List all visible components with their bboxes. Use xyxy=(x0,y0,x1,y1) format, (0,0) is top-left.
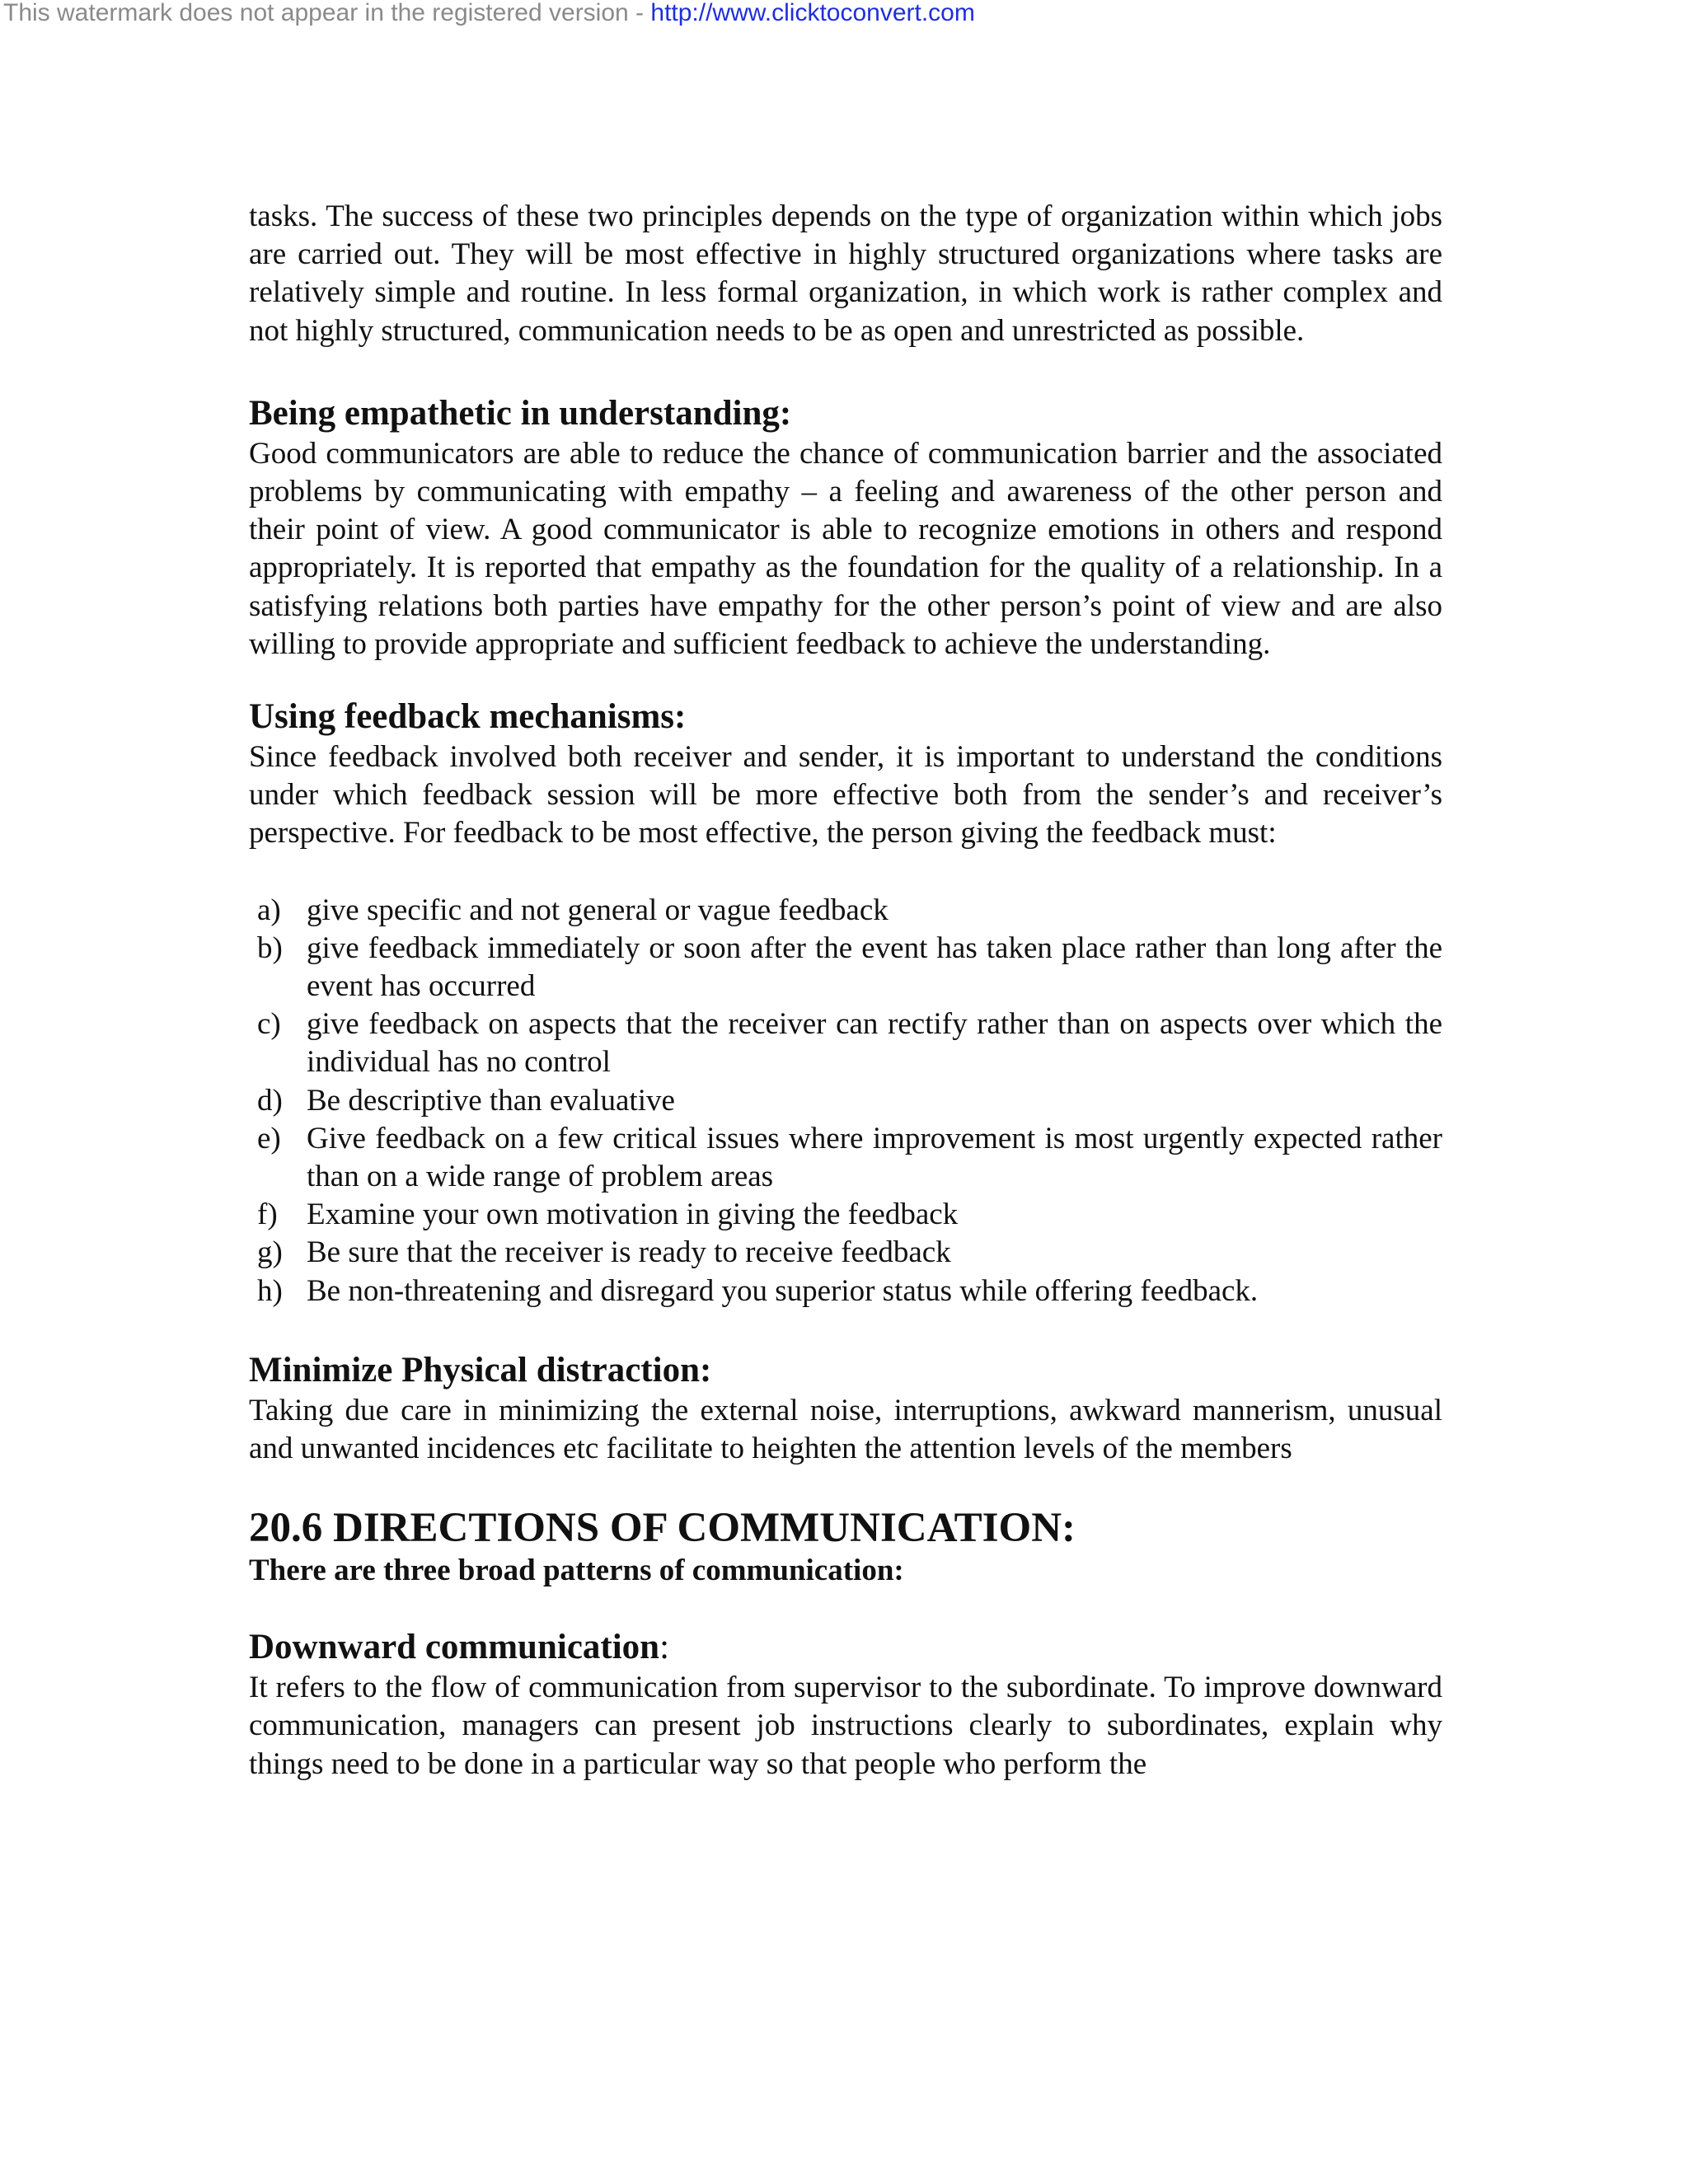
feedback-heading: Using feedback mechanisms: xyxy=(249,697,687,737)
section-subheading: There are three broad patterns of communication: xyxy=(249,1554,904,1588)
list-marker: b) xyxy=(257,930,283,965)
list-item-text: Give feedback on a few critical issues where improvement is most urgently expected rather than on a wide range of problem areas xyxy=(307,1121,1442,1194)
list-item xyxy=(249,1234,1442,1272)
distraction-paragraph: Taking due care in minimizing the external noise, interruptions, awkward mannerism, unusual and unwanted incidences etc facilitate to heighten the attention levels of the members xyxy=(249,1393,1442,1466)
downward-heading-text: Downward communication xyxy=(249,1628,660,1667)
list-item xyxy=(249,930,1442,1005)
list-item xyxy=(249,1082,1442,1120)
list-item-text: give feedback immediately or soon after the event has taken place rather than long after the event has occurred xyxy=(307,930,1442,1004)
list-item-text: Be non-threatening and disregard you superior status while offering feedback. xyxy=(307,1273,1259,1308)
watermark-link[interactable]: http://www.clicktoconvert.com xyxy=(650,0,975,26)
section-heading: 20.6 DIRECTIONS OF COMMUNICATION: xyxy=(249,1505,1076,1552)
watermark-text: This watermark does not appear in the registered version - xyxy=(3,0,651,26)
empathy-paragraph: Good communicators are able to reduce the chance of communication barrier and the associated problems by communicating with empathy – a feeling and awareness of the other person and their point of view. A good communicator is able to recognize emotions in others and respond appropriately. It is reported that empathy as the foundation for the quality of a relationship. In a satisfying relations both parties have empathy for the other person’s point of view and are also willing to provide appropriate and sufficient feedback to achieve the understanding. xyxy=(249,436,1442,661)
list-item-text: give feedback on aspects that the receiver can rectify rather than on aspects over which the individual has no control xyxy=(307,1007,1442,1080)
list-marker: h) xyxy=(257,1273,283,1308)
downward-heading-colon: : xyxy=(659,1628,670,1667)
page-content xyxy=(249,198,1442,1783)
downward-paragraph: It refers to the flow of communication from supervisor to the subordinate. To improve downward communication, managers can present job instructions clearly to subordinates, explain why things need to be done in a particular way so that people who perform the xyxy=(249,1671,1442,1781)
feedback-paragraph: Since feedback involved both receiver and sender, it is important to understand the conditions under which feedback session will be more effective both from the sender’s and receiver’s perspective. For feedback to be most effective, the person giving the feedback must: xyxy=(249,740,1442,851)
list-item xyxy=(249,1196,1442,1234)
empathy-heading: Being empathetic in understanding: xyxy=(249,393,792,433)
downward-heading xyxy=(249,1626,1442,1669)
list-item-text: Be sure that the receiver is ready to receive feedback xyxy=(307,1235,951,1270)
list-item-text: Be descriptive than evaluative xyxy=(307,1083,675,1118)
watermark-notice xyxy=(3,0,975,26)
list-item-text: Examine your own motivation in giving the feedback xyxy=(307,1197,959,1232)
list-item xyxy=(249,1005,1442,1081)
list-marker: d) xyxy=(257,1083,283,1118)
list-item xyxy=(249,892,1442,930)
list-item xyxy=(249,1120,1442,1196)
feedback-list xyxy=(249,892,1442,1310)
distraction-heading: Minimize Physical distraction: xyxy=(249,1350,712,1390)
list-marker: c) xyxy=(257,1007,281,1042)
list-marker: f) xyxy=(257,1197,278,1232)
list-item xyxy=(249,1272,1442,1310)
list-marker: g) xyxy=(257,1235,283,1270)
intro-paragraph: tasks. The success of these two principles depends on the type of organization within which jobs are carried out. They will be most effective in highly structured organizations where tasks are relatively simple and routine. In less formal organization, in which work is rather complex and not highly structured, communication needs to be as open and unrestricted as possible. xyxy=(249,199,1442,348)
list-marker: e) xyxy=(257,1121,281,1155)
list-marker: a) xyxy=(257,893,281,927)
list-item-text: give specific and not general or vague feedback xyxy=(307,893,889,927)
